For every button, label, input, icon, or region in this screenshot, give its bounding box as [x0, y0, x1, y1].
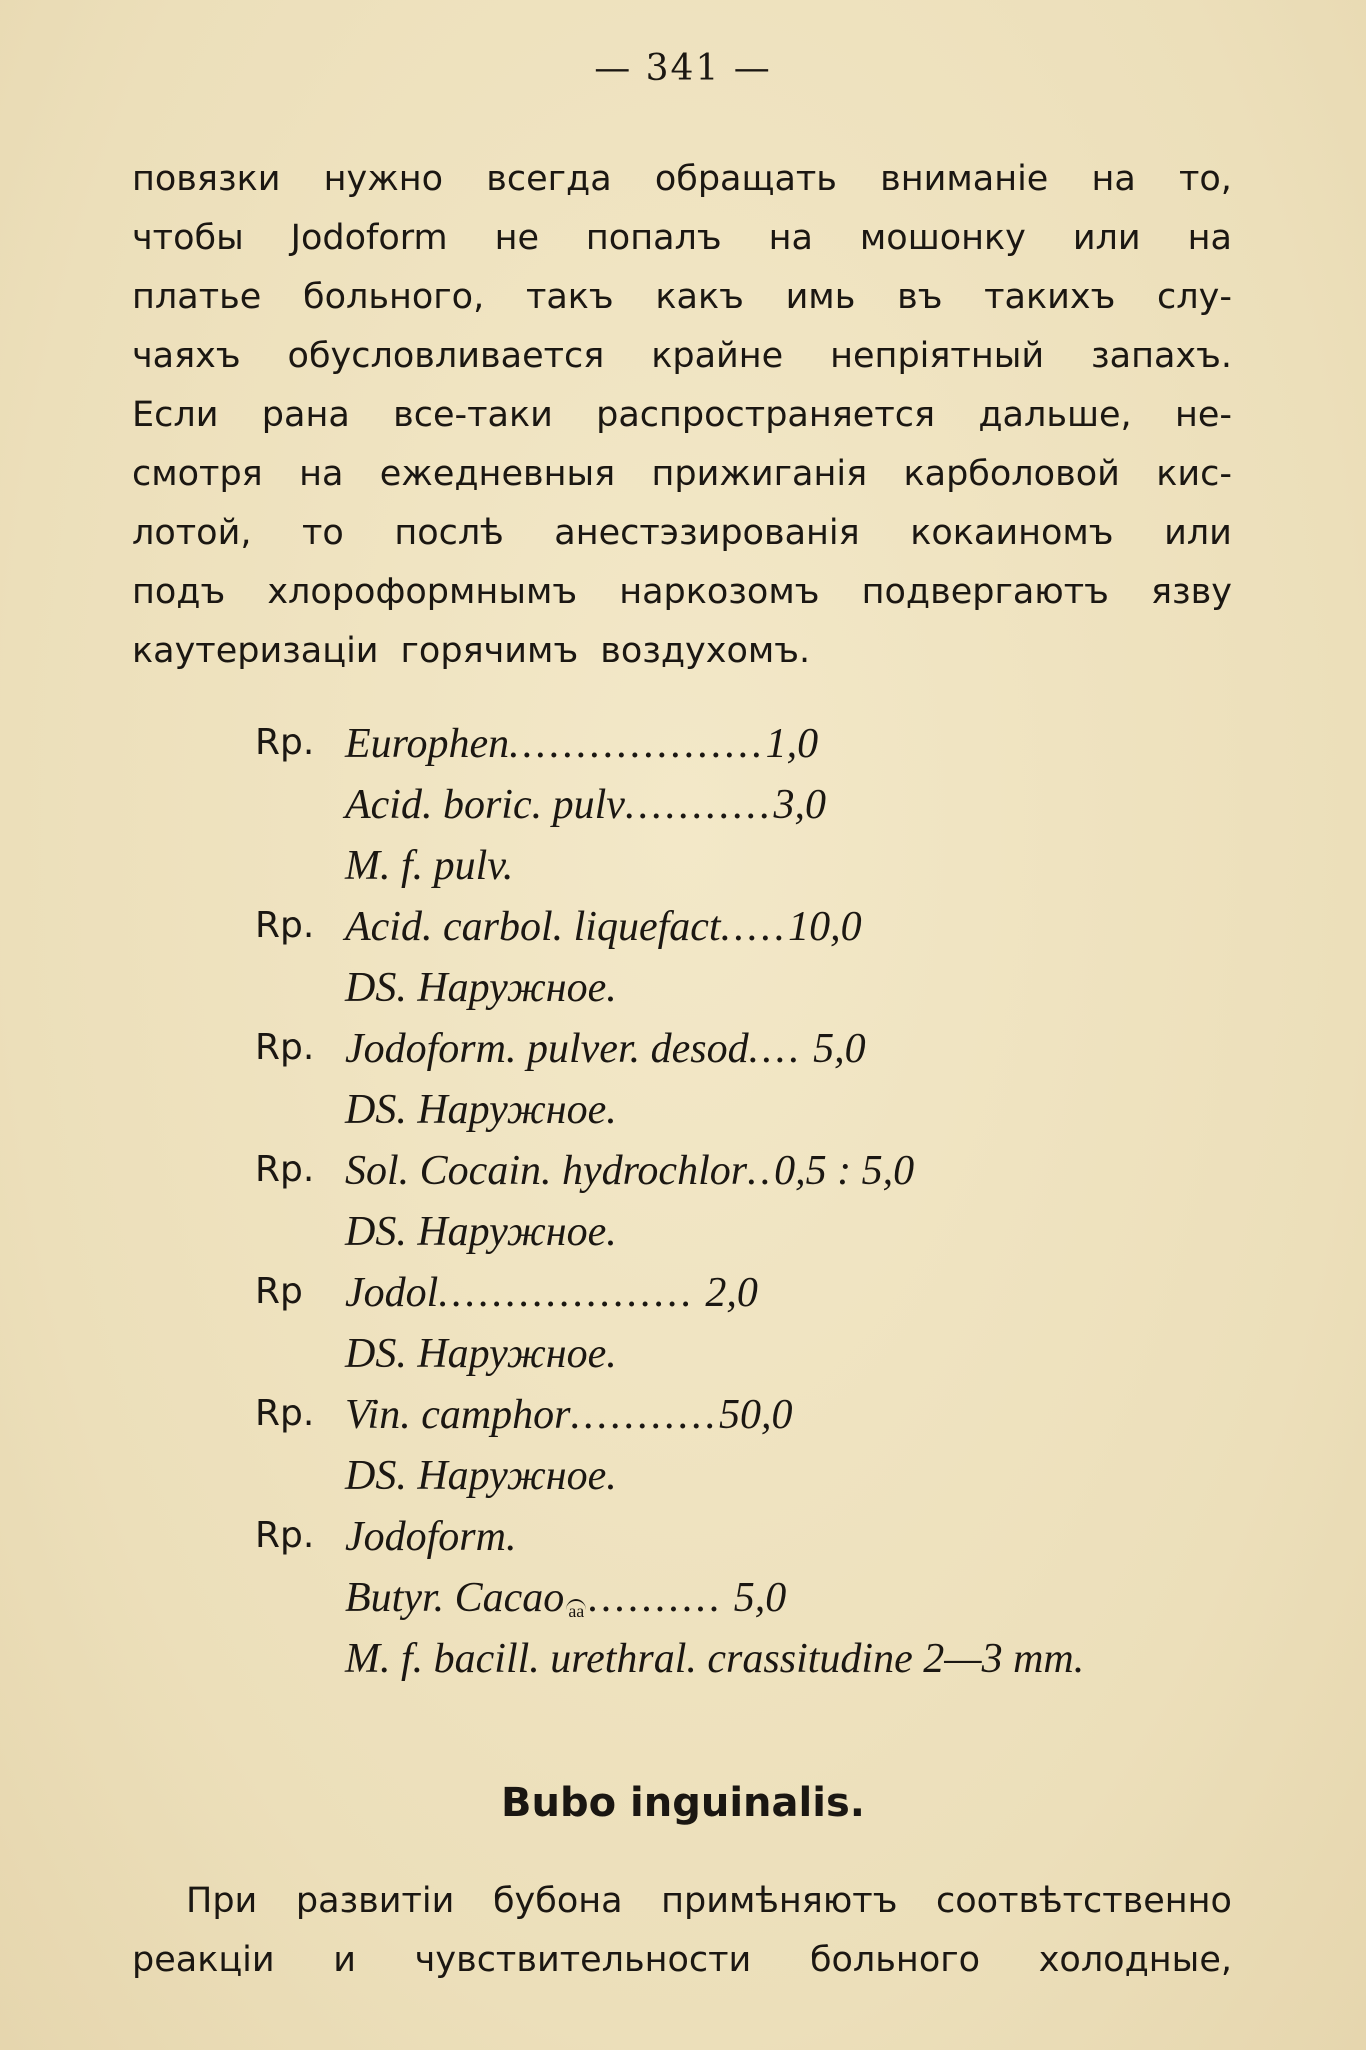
rx-amount: 1,0 — [765, 721, 819, 767]
word: платье — [132, 277, 262, 317]
word: смотря — [132, 454, 263, 494]
word: на — [768, 218, 813, 258]
word: обусловливается — [287, 336, 605, 376]
text-line — [132, 327, 1232, 386]
rx-amount: 50,0 — [719, 1392, 793, 1438]
prescription-line — [255, 1385, 1255, 1446]
prescription-line — [255, 1019, 1255, 1080]
rx-leader-dots: ........... — [570, 1392, 720, 1438]
word: хлороформнымъ — [267, 572, 578, 612]
rx-name: DS. Наружное. — [345, 1087, 617, 1133]
rx-ingredient — [345, 781, 826, 829]
text-line — [132, 622, 1232, 681]
rx-ingredient — [345, 1330, 617, 1378]
word: карболовой — [903, 454, 1120, 494]
rx-name: Butyr. Cacao — [345, 1575, 565, 1621]
prescription-line — [255, 714, 1255, 775]
rx-name: M. f. bacill. urethral. crassitudine 2—3 mm. — [345, 1636, 1085, 1682]
word: Jodoform — [290, 218, 448, 258]
rx-leader-dots: ..... — [720, 904, 789, 950]
rx-name: Jodol — [345, 1270, 439, 1316]
rx-leader-dots: ................... — [438, 1270, 695, 1316]
word: на — [1187, 218, 1232, 258]
word: имь — [785, 277, 856, 317]
rx-amount: 5,0 — [802, 1026, 866, 1072]
word: запахъ. — [1091, 336, 1232, 376]
word: каутеризаціи — [132, 631, 379, 671]
word: лотой, — [132, 513, 252, 553]
word: слу- — [1157, 277, 1232, 317]
word: вниманіе — [880, 159, 1049, 199]
word: такихъ — [984, 277, 1116, 317]
word: не- — [1174, 395, 1232, 435]
word: въ — [897, 277, 943, 317]
page-number: — 341 — — [594, 48, 772, 89]
prescription-line — [255, 1263, 1255, 1324]
prescription-line — [255, 1629, 1255, 1690]
prescription-line — [255, 1202, 1255, 1263]
word: кис- — [1156, 454, 1232, 494]
rx-name: DS. Наружное. — [345, 1209, 617, 1255]
rx-label: Rp. — [255, 1515, 315, 1556]
rx-ingredient — [345, 964, 617, 1012]
rx-leader-dots: .... — [748, 1026, 803, 1072]
rx-name: Jodoform. — [345, 1514, 517, 1560]
rx-ingredient — [345, 1269, 758, 1317]
word: какъ — [655, 277, 744, 317]
rx-leader-dots: .. — [747, 1148, 775, 1194]
word: рана — [261, 395, 350, 435]
prescription-line — [255, 1446, 1255, 1507]
word: дальше, — [978, 395, 1132, 435]
rx-name: DS. Наружное. — [345, 965, 617, 1011]
word: обращать — [654, 159, 837, 199]
prescription-line — [255, 775, 1255, 836]
word: мошонку — [859, 218, 1026, 258]
text-line — [132, 504, 1232, 563]
rx-label: Rp. — [255, 1393, 315, 1434]
rx-ingredient — [345, 1086, 617, 1134]
prescription-line — [255, 1080, 1255, 1141]
rx-aa-mark: aa — [568, 1601, 585, 1621]
rx-amount: 0,5 : 5,0 — [774, 1148, 915, 1194]
word: не — [494, 218, 539, 258]
word: непріятный — [830, 336, 1045, 376]
text-line — [132, 386, 1232, 445]
rx-amount: 5,0 — [723, 1575, 787, 1621]
rx-name: Sol. Cocain. hydrochlor — [345, 1148, 748, 1194]
rx-name: DS. Наружное. — [345, 1331, 617, 1377]
rx-amount: 3,0 — [773, 782, 826, 828]
text-line — [132, 1872, 1232, 1931]
word: всегда — [486, 159, 612, 199]
word: крайне — [651, 336, 784, 376]
word: нужно — [323, 159, 444, 199]
word: анестэзированія — [554, 513, 860, 553]
word: послѣ — [394, 513, 504, 553]
text-line — [132, 209, 1232, 268]
text-line — [132, 268, 1232, 327]
rx-label: Rp. — [255, 905, 315, 946]
word: то, — [1179, 159, 1232, 199]
word: При — [186, 1881, 258, 1921]
word: все-таки — [393, 395, 553, 435]
word: ежедневныя — [379, 454, 616, 494]
word: то — [301, 513, 344, 553]
rx-ingredient — [345, 1513, 517, 1561]
word: язву — [1150, 572, 1232, 612]
word: чтобы — [132, 218, 244, 258]
rx-ingredient — [345, 1025, 866, 1073]
rx-leader-dots: ........... — [624, 782, 774, 828]
rx-name: Acid. boric. pulv — [345, 782, 625, 828]
word: кокаиномъ — [910, 513, 1114, 553]
rx-name: Europhen — [345, 721, 510, 767]
text-line — [132, 1931, 1232, 1990]
rx-leader-dots: ................... — [509, 721, 766, 767]
word: холодные, — [1038, 1940, 1232, 1980]
word: подъ — [132, 572, 226, 612]
text-line — [132, 445, 1232, 504]
word: распространяется — [596, 395, 936, 435]
rx-label: Rp. — [255, 1027, 315, 1068]
prescription-line — [255, 1141, 1255, 1202]
rx-label: Rp. — [255, 722, 315, 763]
word: воздухомъ. — [600, 631, 811, 671]
rx-name: DS. Наружное. — [345, 1453, 617, 1499]
rx-ingredient — [345, 1452, 617, 1500]
rx-amount: 10,0 — [788, 904, 862, 950]
paragraph-1 — [132, 150, 1232, 681]
prescription-list — [255, 714, 1255, 1690]
section-heading: Bubo inguinalis. — [501, 1780, 865, 1826]
word: Если — [132, 395, 219, 435]
paragraph-2 — [132, 1872, 1232, 1990]
word: больного — [809, 1940, 981, 1980]
rx-label: Rp. — [255, 1149, 315, 1190]
word: подвергаютъ — [861, 572, 1109, 612]
word: на — [299, 454, 344, 494]
rx-ingredient — [345, 903, 862, 951]
rx-ingredient — [345, 1208, 617, 1256]
word: развитіи — [295, 1881, 455, 1921]
word: реакціи — [132, 1940, 275, 1980]
word: повязки — [132, 159, 281, 199]
word: и — [333, 1940, 357, 1980]
prescription-line — [255, 1507, 1255, 1568]
word: соотвѣтственно — [936, 1881, 1232, 1921]
word: примѣняютъ — [661, 1881, 898, 1921]
rx-name: Jodoform. pulver. desod — [345, 1026, 749, 1072]
word: бубона — [492, 1881, 623, 1921]
word: чувствительности — [414, 1940, 752, 1980]
text-line — [132, 563, 1232, 622]
prescription-line — [255, 897, 1255, 958]
prescription-line — [255, 836, 1255, 897]
word: или — [1164, 513, 1232, 553]
rx-ingredient — [345, 1635, 1084, 1683]
word: такъ — [525, 277, 614, 317]
rx-ingredient — [345, 842, 513, 890]
word: больного, — [302, 277, 485, 317]
rx-ingredient — [345, 1147, 914, 1195]
rx-ingredient — [345, 1574, 786, 1622]
rx-amount: 2,0 — [694, 1270, 758, 1316]
rx-ingredient — [345, 1391, 793, 1439]
prescription-line — [255, 1568, 1255, 1629]
word: или — [1072, 218, 1141, 258]
word: горячимъ — [400, 631, 579, 671]
prescription-line — [255, 1324, 1255, 1385]
word: попалъ — [585, 218, 722, 258]
word: чаяхъ — [132, 336, 241, 376]
word: прижиганія — [651, 454, 868, 494]
rx-label: Rp — [255, 1271, 303, 1312]
rx-name: Vin. camphor — [345, 1392, 571, 1438]
rx-name: M. f. pulv. — [345, 843, 514, 889]
rx-leader-dots: .......... — [588, 1575, 724, 1621]
word: на — [1091, 159, 1136, 199]
prescription-line — [255, 958, 1255, 1019]
text-line — [132, 150, 1232, 209]
rx-ingredient — [345, 720, 818, 768]
rx-name: Acid. carbol. liquefact — [345, 904, 721, 950]
word: наркозомъ — [619, 572, 820, 612]
